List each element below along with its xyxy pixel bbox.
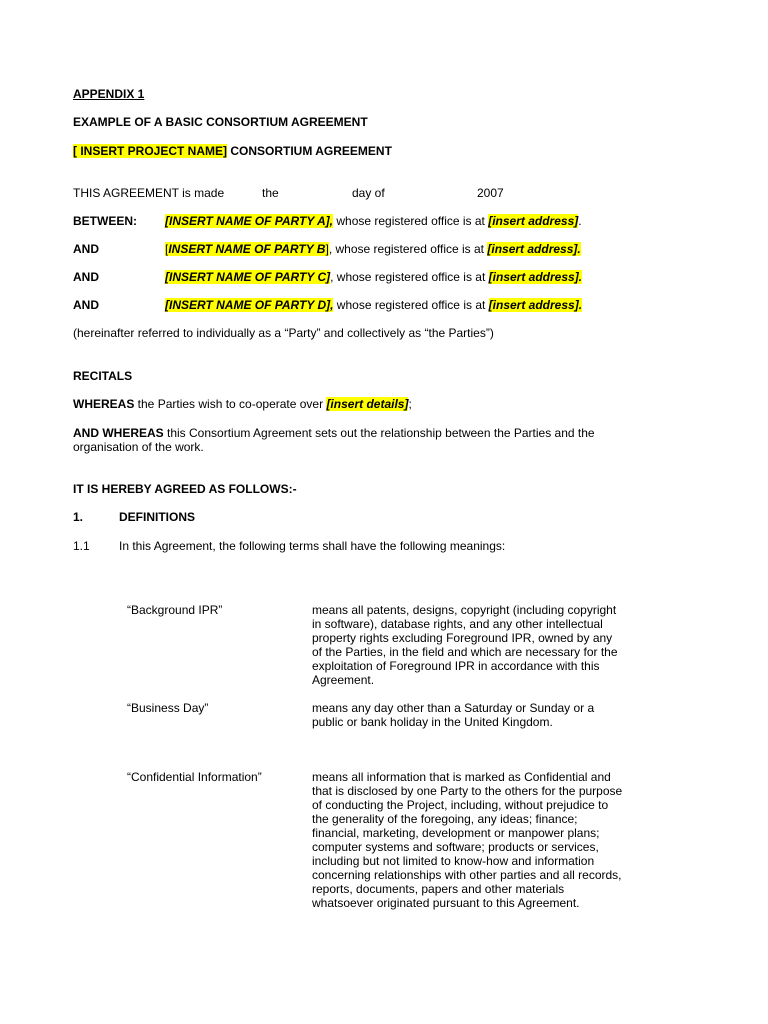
party-text <box>165 242 581 256</box>
party-name-open: [ <box>165 242 169 256</box>
definition-term: “Business Day” <box>127 701 209 715</box>
definition-line: means all patents, designs, copyright (including copyright <box>312 603 617 617</box>
definition-term: “Background IPR” <box>127 603 223 617</box>
party-text <box>165 214 582 228</box>
party-address-placeholder: [insert address] <box>488 214 579 228</box>
party-name-placeholder: [INSERT NAME OF PARTY C] <box>165 270 331 284</box>
definition-line: exploitation of Foreground IPR in accordance with this <box>312 659 600 673</box>
and-whereas-line: organisation of the work. <box>73 440 204 454</box>
definition-line: that is disclosed by one Party to the others for the purpose <box>312 784 623 798</box>
party-label: AND <box>73 242 99 256</box>
agreement-year: 2007 <box>477 186 504 200</box>
definition-line: property rights excluding Foreground IPR, owned by any <box>312 631 613 645</box>
party-office-text: whose registered office is at <box>333 214 489 228</box>
definition-line: concerning relationships with other parties and all records, <box>312 868 622 882</box>
agreement-made-text: THIS AGREEMENT is made <box>73 186 225 200</box>
project-title <box>73 144 392 158</box>
party-address-placeholder: [insert address]. <box>488 298 583 312</box>
party-office-text: , whose registered office is at <box>328 242 488 256</box>
definition-text <box>312 701 652 729</box>
whereas-label: WHEREAS <box>73 397 135 411</box>
section-title: DEFINITIONS <box>119 510 196 524</box>
whereas-text: the Parties wish to co-operate over <box>134 397 327 411</box>
definition-line: means any day other than a Saturday or Sunday or a <box>312 701 595 715</box>
agreement-day-of-text: day of <box>352 186 385 200</box>
recitals-heading: RECITALS <box>73 369 133 383</box>
example-title: EXAMPLE OF A BASIC CONSORTIUM AGREEMENT <box>73 115 368 129</box>
details-placeholder: [insert details] <box>326 397 409 411</box>
party-name-placeholder: [INSERT NAME OF PARTY A], <box>165 214 334 228</box>
definition-line: of the Parties, in the field and which are necessary for the <box>312 645 618 659</box>
party-text <box>165 298 582 312</box>
agreed-heading: IT IS HEREBY AGREED AS FOLLOWS:- <box>73 482 297 496</box>
definition-line: Agreement. <box>312 673 375 687</box>
agreement-the-text: the <box>262 186 279 200</box>
section-number: 1. <box>73 510 84 524</box>
definition-line: reports, documents, papers and other materials <box>312 882 565 896</box>
clause-text: In this Agreement, the following terms shall have the following meanings: <box>119 539 506 553</box>
project-title-suffix: CONSORTIUM AGREEMENT <box>227 144 392 158</box>
definition-line: whatsoever originated pursuant to this Agreement. <box>312 896 580 910</box>
party-end: . <box>578 214 582 228</box>
definition-line: including but not limited to know-how and information <box>312 854 595 868</box>
definition-line: the generality of the foregoing, any ideas; finance; <box>312 812 578 826</box>
whereas-paragraph <box>73 397 412 411</box>
party-office-text: , whose registered office is at <box>330 270 489 284</box>
whereas-end: ; <box>408 397 412 411</box>
definition-text <box>312 603 652 687</box>
hereinafter-note: (hereinafter referred to individually as a “Party” and collectively as “the Parties”) <box>73 326 494 340</box>
definition-line: means all information that is marked as Confidential and <box>312 770 611 784</box>
definition-line: computer systems and software; products or services, <box>312 840 599 854</box>
definition-term: “Confidential Information” <box>127 770 262 784</box>
party-text <box>165 270 582 284</box>
appendix-heading: APPENDIX 1 <box>73 87 145 101</box>
clause-number: 1.1 <box>73 539 90 553</box>
party-address-placeholder: [insert address]. <box>488 270 583 284</box>
party-name-placeholder: INSERT NAME OF PARTY B <box>168 242 326 256</box>
party-label: AND <box>73 270 99 284</box>
party-name-close: ] <box>325 242 329 256</box>
and-whereas-label: AND WHEREAS <box>73 426 164 440</box>
and-whereas-text: this Consortium Agreement sets out the relationship between the Parties and the <box>163 426 595 440</box>
party-address-placeholder: [insert address]. <box>487 242 581 256</box>
party-label: AND <box>73 298 99 312</box>
definition-line: public or bank holiday in the United Kingdom. <box>312 715 553 729</box>
definition-text <box>312 770 652 910</box>
party-name-placeholder: [INSERT NAME OF PARTY D], <box>165 298 334 312</box>
party-label: BETWEEN: <box>73 214 137 228</box>
definition-line: financial, marketing, development or manpower plans; <box>312 826 600 840</box>
definition-line: of conducting the Project, including, without prejudice to <box>312 798 609 812</box>
definition-line: in software), database rights, and any other intellectual <box>312 617 603 631</box>
party-office-text: whose registered office is at <box>333 298 489 312</box>
and-whereas-line <box>73 426 595 440</box>
project-name-placeholder: [ INSERT PROJECT NAME] <box>73 144 228 158</box>
